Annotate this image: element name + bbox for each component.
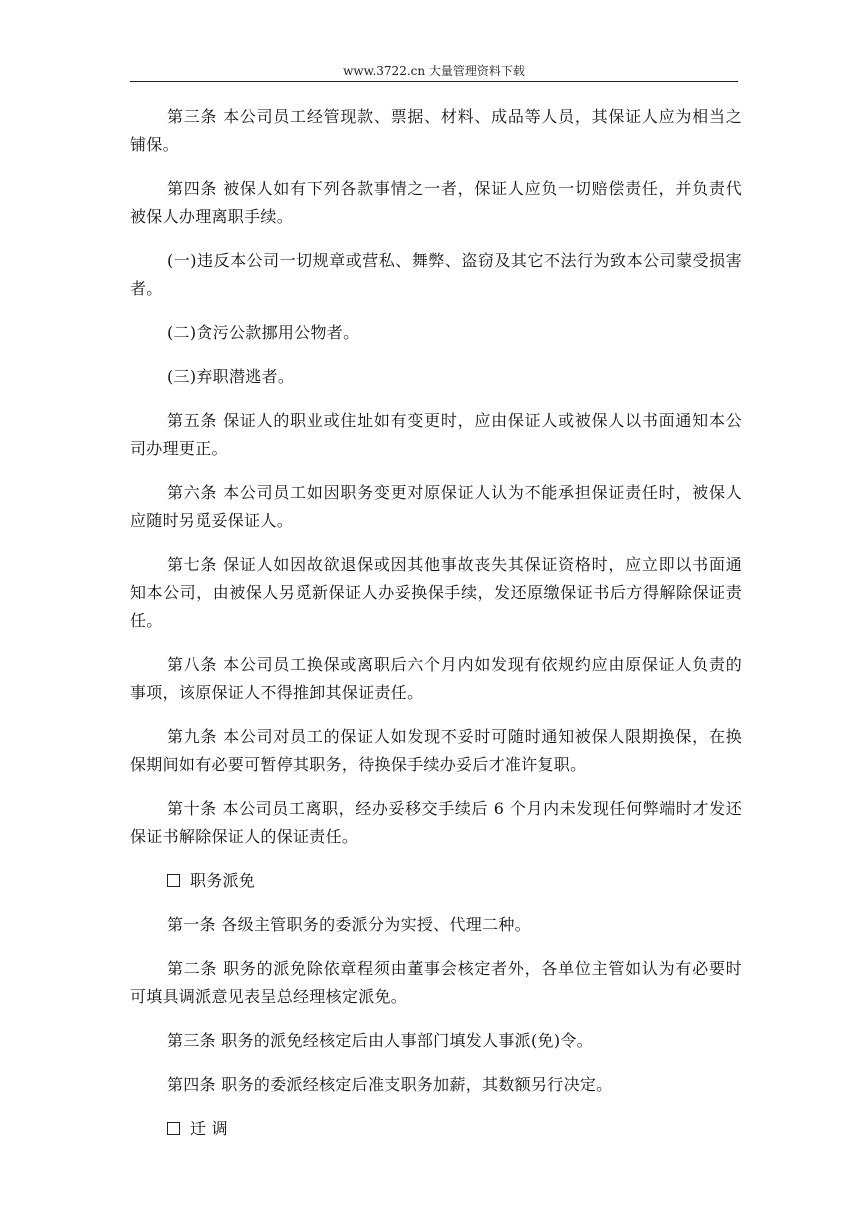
article-paragraph: 第七条 保证人如因故欲退保或因其他事故丧失其保证资格时，应立即以书面通知本公司，由被保人另觅新保证人办妥换保手续，发还原缴保证书后方得解除保证责任。 <box>130 555 742 630</box>
checkbox-square-icon <box>167 874 180 887</box>
article-paragraph: 第三条 本公司员工经管现款、票据、材料、成品等人员，其保证人应为相当之铺保。 <box>130 107 742 154</box>
article-paragraph: 第一条 各级主管职务的委派分为实授、代理二种。 <box>167 915 531 934</box>
section-heading-appointment <box>130 867 742 895</box>
article-paragraph: 第四条 职务的委派经核定后准支职务加薪，其数额另行决定。 <box>167 1075 613 1094</box>
article-paragraph: 第五条 保证人的职业或住址如有变更时，应由保证人或被保人以书面通知本公司办理更正。 <box>130 411 742 458</box>
section-heading-transfer <box>130 1115 742 1143</box>
article-paragraph: 第十条 本公司员工离职，经办妥移交手续后 6 个月内未发现任何弊端时才发还保证书解除保证人的保证责任。 <box>130 799 742 846</box>
header-rule <box>130 81 738 82</box>
article-paragraph: 第八条 本公司员工换保或离职后六个月内如发现有依规约应由原保证人负责的事项，该原保证人不得推卸其保证责任。 <box>130 655 742 702</box>
clause-paragraph: (三)弃职潜逃者。 <box>167 367 295 386</box>
section-title: 职务派免 <box>190 871 256 890</box>
clause-paragraph: (一)违反本公司一切规章或营私、舞弊、盗窃及其它不法行为致本公司蒙受损害者。 <box>130 251 742 298</box>
article-paragraph: 第九条 本公司对员工的保证人如发现不妥时可随时通知被保人限期换保，在换保期间如有必要可暂停其职务，待换保手续办妥后才准许复职。 <box>130 727 742 774</box>
section-title: 迁 调 <box>190 1119 228 1138</box>
article-paragraph: 第二条 职务的派免除依章程须由董事会核定者外，各单位主管如认为有必要时可填具调派意见表呈总经理核定派免。 <box>130 959 742 1006</box>
article-paragraph: 第六条 本公司员工如因职务变更对原保证人认为不能承担保证责任时，被保人应随时另觅妥保证人。 <box>130 483 742 530</box>
checkbox-square-icon <box>167 1122 180 1135</box>
document-body <box>130 103 742 1159</box>
clause-paragraph: (二)贪污公款挪用公物者。 <box>167 323 360 342</box>
article-paragraph: 第三条 职务的派免经核定后由人事部门填发人事派(免)令。 <box>167 1031 593 1050</box>
page-header: www.3722.cn 大量管理资料下载 <box>343 64 525 78</box>
article-paragraph: 第四条 被保人如有下列各款事情之一者，保证人应负一切赔偿责任，并负责代被保人办理离职手续。 <box>130 179 742 226</box>
